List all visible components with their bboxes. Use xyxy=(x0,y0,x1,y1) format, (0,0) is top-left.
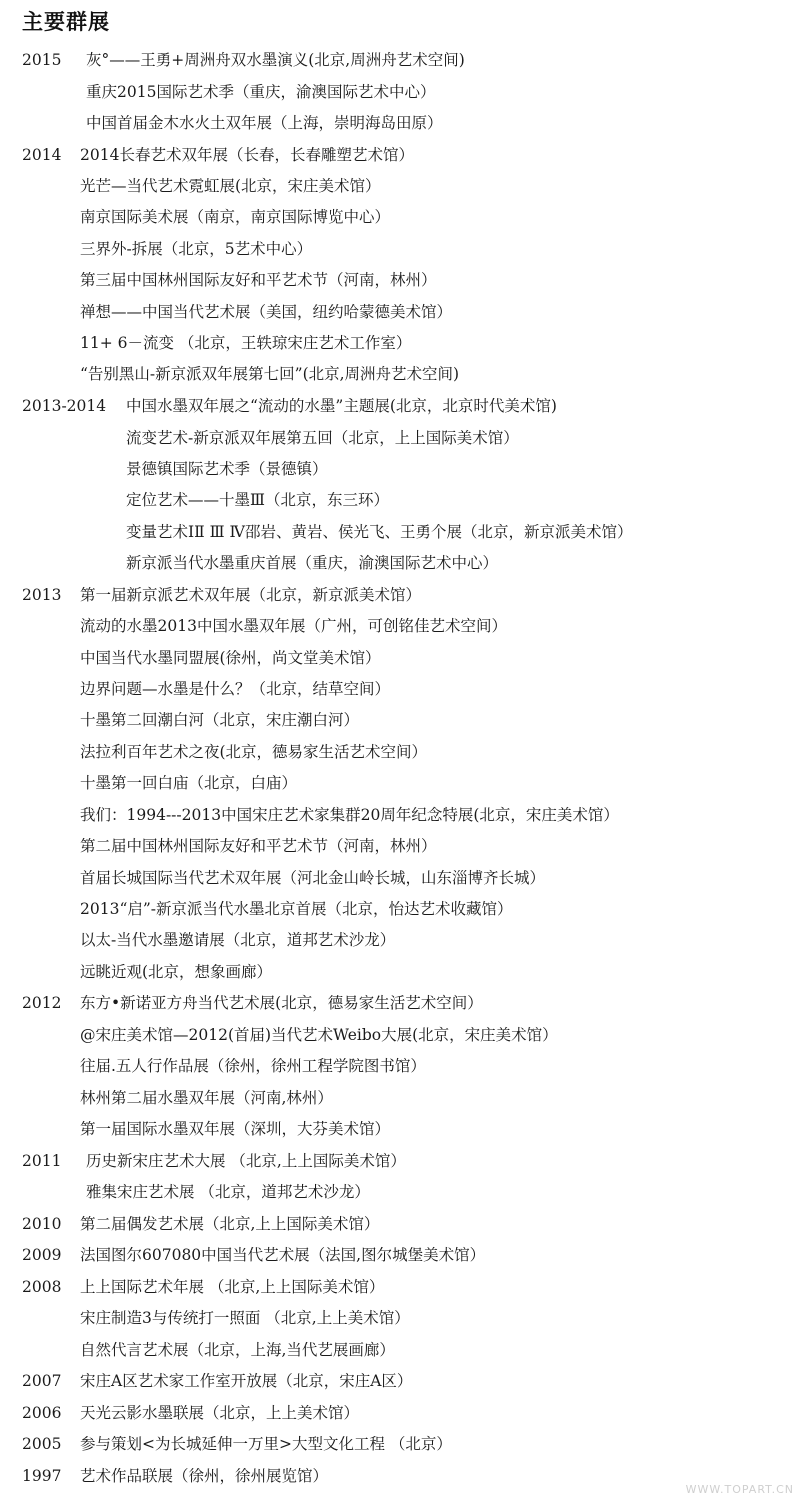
exhibition-entry: 历史新宋庄艺术大展 （北京,上上国际美术馆） xyxy=(86,1152,406,1170)
exhibition-entry: 景德镇国际艺术季（景德镇） xyxy=(126,460,328,478)
exhibition-entry: 光芒—当代艺术霓虹展(北京，宋庄美术馆） xyxy=(80,177,381,195)
year-label-2011: 2011 xyxy=(22,1152,62,1170)
exhibition-entry: @宋庄美术馆—2012(首届)当代艺术Weibo大展(北京，宋庄美术馆） xyxy=(80,1026,558,1044)
year-label-1997: 1997 xyxy=(22,1467,62,1485)
exhibition-entry: “告别黑山-新京派双年展第七回”(北京,周洲舟艺术空间) xyxy=(80,365,460,383)
exhibition-entry: 艺术作品联展（徐州，徐州展览馆） xyxy=(80,1467,329,1485)
exhibition-entry: 宋庄A区艺术家工作室开放展（北京，宋庄A区） xyxy=(80,1372,413,1390)
exhibition-entry: 自然代言艺术展（北京，上海,当代艺展画廊） xyxy=(80,1341,395,1359)
exhibition-entry: 第三届中国林州国际友好和平艺术节（河南，林州） xyxy=(80,271,437,289)
exhibition-entry: 十墨第二回潮白河（北京，宋庄潮白河） xyxy=(80,711,360,729)
exhibition-entry: 重庆2015国际艺术季（重庆，渝澳国际艺术中心） xyxy=(86,83,436,101)
exhibition-entry: 第一届新京派艺术双年展（北京，新京派美术馆） xyxy=(80,586,422,604)
year-label-2013-2014: 2013-2014 xyxy=(22,397,107,415)
exhibition-entry: 禅想——中国当代艺术展（美国，纽约哈蒙德美术馆） xyxy=(80,303,453,321)
year-label-2006: 2006 xyxy=(22,1404,62,1422)
exhibition-entry: 11+ 6－流变 （北京，王轶琼宋庄艺术工作室） xyxy=(80,334,412,352)
exhibition-entry: 定位艺术——十墨Ⅲ（北京，东三环） xyxy=(126,491,389,509)
site-watermark: WWW.TOPART.CN xyxy=(685,1483,794,1496)
exhibition-entry: 第二届偶发艺术展（北京,上上国际美术馆） xyxy=(80,1215,380,1233)
exhibition-entry: 灰°——王勇+周洲舟双水墨演义(北京,周洲舟艺术空间) xyxy=(86,51,465,69)
exhibition-entry: 往届.五人行作品展（徐州，徐州工程学院图书馆） xyxy=(80,1057,426,1075)
exhibition-entry: 第一届国际水墨双年展（深圳，大芬美术馆） xyxy=(80,1120,391,1138)
year-label-2008: 2008 xyxy=(22,1278,62,1296)
page-title: 主要群展 xyxy=(22,10,110,34)
year-label-2005: 2005 xyxy=(22,1435,62,1453)
exhibition-entry: 天光云影水墨联展（北京，上上美术馆） xyxy=(80,1404,360,1422)
exhibition-entry: 中国水墨双年展之“流动的水墨”主题展(北京，北京时代美术馆) xyxy=(126,397,557,415)
exhibition-entry: 变量艺术ⅠⅡ Ⅲ Ⅳ邵岩、黄岩、侯光飞、王勇个展（北京，新京派美术馆） xyxy=(126,523,633,541)
exhibition-entry: 林州第二届水墨双年展（河南,林州） xyxy=(80,1089,333,1107)
year-label-2007: 2007 xyxy=(22,1372,62,1390)
exhibition-entry: 东方•新诺亚方舟当代艺术展(北京，德易家生活艺术空间） xyxy=(80,994,483,1012)
exhibition-entry: 流动的水墨2013中国水墨双年展（广州，可创铭佳艺术空间） xyxy=(80,617,507,635)
exhibition-entry: 法国图尔607080中国当代艺术展（法国,图尔城堡美术馆） xyxy=(80,1246,486,1264)
exhibition-entry: 三界外-拆展（北京，5艺术中心） xyxy=(80,240,313,258)
year-label-2013: 2013 xyxy=(22,586,62,604)
exhibition-entry: 南京国际美术展（南京，南京国际博览中心） xyxy=(80,208,391,226)
exhibition-entry: 首届长城国际当代艺术双年展（河北金山岭长城，山东淄博齐长城） xyxy=(80,869,546,887)
exhibition-entry: 边界问题—水墨是什么？（北京，结草空间） xyxy=(80,680,391,698)
year-label-2012: 2012 xyxy=(22,994,62,1012)
year-label-2014: 2014 xyxy=(22,146,62,164)
exhibition-entry: 2013“启”-新京派当代水墨北京首展（北京，怡达艺术收藏馆） xyxy=(80,900,513,918)
exhibition-entry: 法拉利百年艺术之夜(北京，德易家生活艺术空间） xyxy=(80,743,428,761)
exhibition-entry: 新京派当代水墨重庆首展（重庆，渝澳国际艺术中心） xyxy=(126,554,499,572)
exhibition-entry: 2014长春艺术双年展（长春，长春雕塑艺术馆） xyxy=(80,146,414,164)
exhibition-entry: 宋庄制造3与传统打一照面 （北京,上上美术馆） xyxy=(80,1309,410,1327)
year-label-2010: 2010 xyxy=(22,1215,62,1233)
exhibition-entry: 十墨第一回白庙（北京，白庙） xyxy=(80,774,298,792)
year-label-2015: 2015 xyxy=(22,51,62,69)
exhibition-entry: 以太-当代水墨邀请展（北京，道邦艺术沙龙） xyxy=(80,931,396,949)
exhibition-entry: 中国首届金木水火土双年展（上海，崇明海岛田原） xyxy=(86,114,443,132)
exhibition-entry: 中国当代水墨同盟展(徐州，尚文堂美术馆） xyxy=(80,649,381,667)
exhibition-entry: 流变艺术-新京派双年展第五回（北京，上上国际美术馆） xyxy=(126,429,519,447)
exhibition-entry: 雅集宋庄艺术展 （北京，道邦艺术沙龙） xyxy=(86,1183,370,1201)
exhibition-entry: 参与策划<为长城延伸一万里>大型文化工程 （北京） xyxy=(80,1435,452,1453)
exhibition-entry: 第二届中国林州国际友好和平艺术节（河南，林州） xyxy=(80,837,437,855)
exhibition-entry: 上上国际艺术年展 （北京,上上国际美术馆） xyxy=(80,1278,385,1296)
year-label-2009: 2009 xyxy=(22,1246,62,1264)
exhibition-entry: 我们：1994---2013中国宋庄艺术家集群20周年纪念特展(北京，宋庄美术馆） xyxy=(80,806,619,824)
exhibition-entry: 远眺近观(北京，想象画廊） xyxy=(80,963,273,981)
